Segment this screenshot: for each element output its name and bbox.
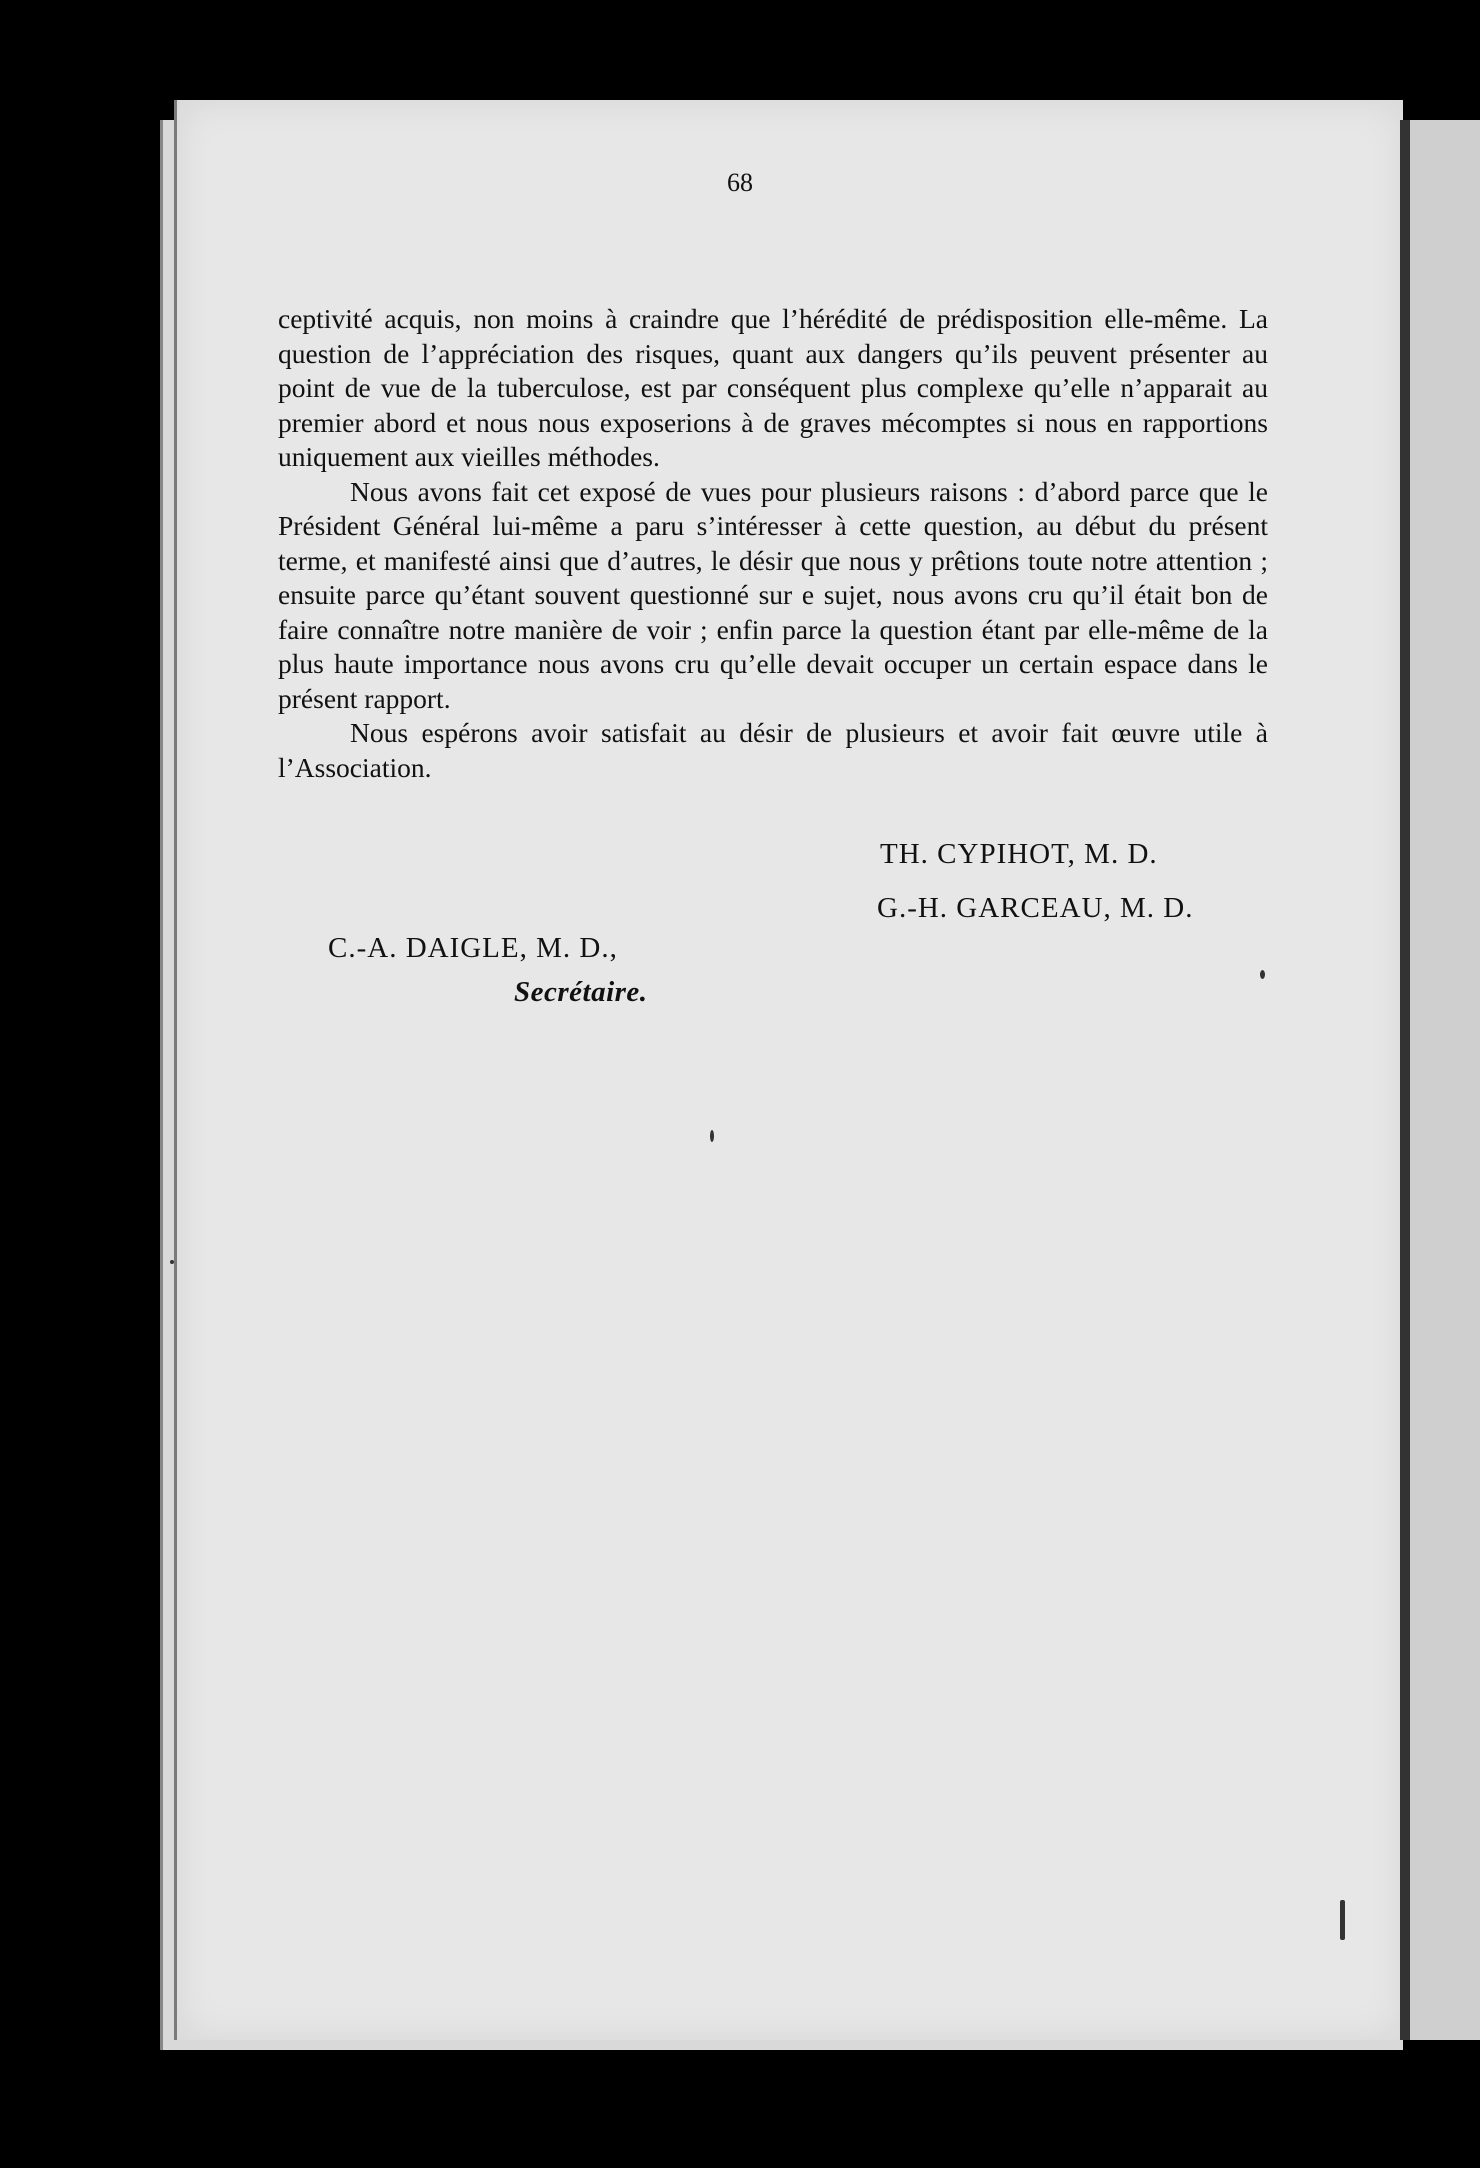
page-number: 68 — [727, 168, 753, 197]
signature-garceau: G.-H. GARCEAU, M. D. — [877, 892, 1194, 924]
film-speck — [1260, 970, 1265, 979]
paragraph-2: Nous avons fait cet exposé de vues pour plusieurs raisons : d’abord parce que le Président Général lui-même a paru s’intéresser à cette question, au début du présent terme, et manifesté ainsi que d’autres, le désir que nous y prêtions toute notre attention ; ensuite parce qu’étant souvent questionné sur e sujet, nous avons cru qu’il était bon de faire connaître notre manière de voir ; enfin parce la question étant par elle-même de la plus haute importance nous avons cru qu’elle devait occuper un certain espace dans le présent rapport. — [278, 475, 1268, 714]
paragraph-3: Nous espérons avoir satisfait au désir de plusieurs et avoir fait œuvre utile à l’Association. — [278, 717, 1268, 783]
film-speck — [710, 1130, 714, 1142]
body-text — [278, 302, 1268, 785]
adjacent-page-strip — [1410, 120, 1480, 2040]
signature-cypihot: TH. CYPIHOT, M. D. — [880, 838, 1158, 870]
signature-daigle: C.-A. DAIGLE, M. D., — [328, 932, 618, 964]
film-speck — [170, 1260, 174, 1264]
paragraph-1: ceptivité acquis, non moins à craindre que l’hérédité de prédisposition elle-même. La question de l’appréciation des risques, quant aux dangers qu’ils peuvent présenter au point de vue de la tuberculose, est par conséquent plus complexe qu’elle n’apparait au premier abord et nous nous exposerions à de graves mécomptes si nous en rapportions uniquement aux vieilles méthodes. — [278, 303, 1268, 472]
secretary-title: Secrétaire. — [514, 976, 648, 1008]
film-speck — [1340, 1900, 1345, 1940]
page-binding-edge — [1400, 120, 1410, 2040]
